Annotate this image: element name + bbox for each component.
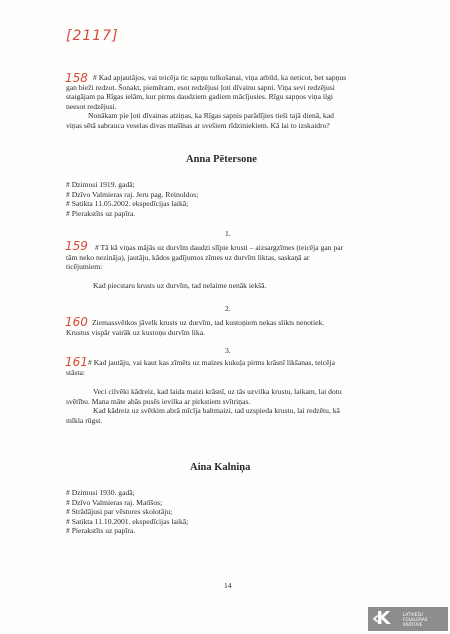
person-detail: # Dzīvo Valmieras raj. Matīšos;	[66, 497, 163, 507]
entry-158-line: gan bieži redzot. Šonakt, piemēram, esot redzējusi ļoti dīvainu sapni. Viņa sevi redzējusi	[66, 82, 335, 92]
person-detail: # Pierakstīts uz papīra.	[66, 208, 136, 218]
entry-158-line: # Kad apjautājos, vai teicēja tic sapņu tulkošanai, viņa atbild, ka neticot, bet sapņus	[93, 73, 347, 82]
person-detail: # Strādājusi par vēstures skolotāju;	[66, 507, 173, 516]
entry-159-quote: Kad piecstaru krusts uz durvīm, tad nelaime nenāk iekšā.	[93, 281, 267, 290]
entry-158-line: Nonākam pie ļoti dīvainas atziņas, ka Rīgas sapnis parādījies tieši tajā dienā, kad	[88, 111, 334, 120]
entry-161-quote: Kad kādreiz uz svētkim abrā mīcīja baltmaizi, tad uzspieda krustu, lai redzētu, kā	[93, 406, 340, 415]
person-detail: # Satikta 11.10.2001. ekspedīcijas laikā;	[66, 516, 189, 526]
archive-logo	[368, 607, 448, 631]
entry-158-line: neesot redzējusi.	[66, 101, 117, 111]
entry-161-quote: Veci cilvēki kādreiz, kad laida maizi krāsnī, uz tās uzvilka krustu, laikam, lai dotu	[93, 387, 342, 396]
logo-text-line: FOLKLORAS	[403, 617, 428, 622]
archive-id: [2117]	[66, 28, 119, 44]
person-detail: # Pierakstīts uz papīra.	[66, 526, 136, 535]
item-label: 1.	[225, 229, 231, 238]
entry-159-line: # Tā kā viņas mājās uz durvīm daudzi slīpie krusti – aizsargzīmes (teicēja gan par	[95, 243, 344, 252]
entry-number-161: 161	[65, 355, 88, 369]
person-detail: # Dzimusi 1919. gadā;	[66, 180, 135, 189]
entry-160-line: Krustus vispār vairāk uz kustoņu durvīm lika.	[66, 327, 205, 337]
entry-161-line: # Kad jautāju, vai kaut kas zīmēts uz maizes kukuļa pirms krāsnī likšanas, teicēja	[88, 358, 335, 367]
item-label: 3.	[225, 346, 231, 355]
entry-161-quote: mīkla rūgst.	[66, 415, 103, 425]
item-label: 2.	[225, 304, 231, 313]
person-detail: # Dzīvo Valmieras raj. Jeru pag. Reinoldos;	[66, 189, 199, 199]
entry-number-160: 160	[65, 315, 88, 329]
person-detail: # Satikta 11.05.2002. ekspedīcijas laikā;	[66, 199, 189, 208]
entry-158-line: staigājam pa Rīgas ielām, kur pirms daudziem gadiem mācījusies. Rīgu sapņos viņa ilgi	[66, 92, 333, 101]
person-name-heading: Anna Pētersone	[186, 154, 257, 165]
entry-number-159: 159	[65, 239, 88, 253]
entry-158-line: viņas sētā sabrauca veselas divas mašīnas ar svešiem rīdziniekiem. Kā lai to izskaidro?	[66, 120, 330, 130]
logo-text-line: KRĀTUVE	[403, 622, 423, 627]
entry-159-line: tām neko nezināja), jautāju, kādos gadījumos zīmes uz durvīm liktas, saskaņā ar	[66, 252, 310, 262]
archive-logo-icon: ‹K	[372, 608, 388, 629]
person-name-heading: Aina Kalniņa	[190, 462, 251, 473]
entry-161-quote: svētību. Mana māte abās pusēs ievilka ar pirkstiem svītriņas.	[66, 396, 251, 406]
logo-text-line: LATVIEŠU	[403, 612, 423, 617]
page-number: 14	[224, 581, 232, 590]
entry-number-158: 158	[65, 71, 88, 85]
person-detail: # Dzimusi 1930. gadā;	[66, 488, 135, 497]
entry-159-line: ticējumiem:	[66, 262, 103, 271]
entry-160-line: Ziemassvētkos jāvelk krusts uz durvīm, tad kustoņiem nekas slikts nenotiek.	[92, 318, 325, 327]
entry-161-line: stāsta:	[66, 367, 85, 377]
